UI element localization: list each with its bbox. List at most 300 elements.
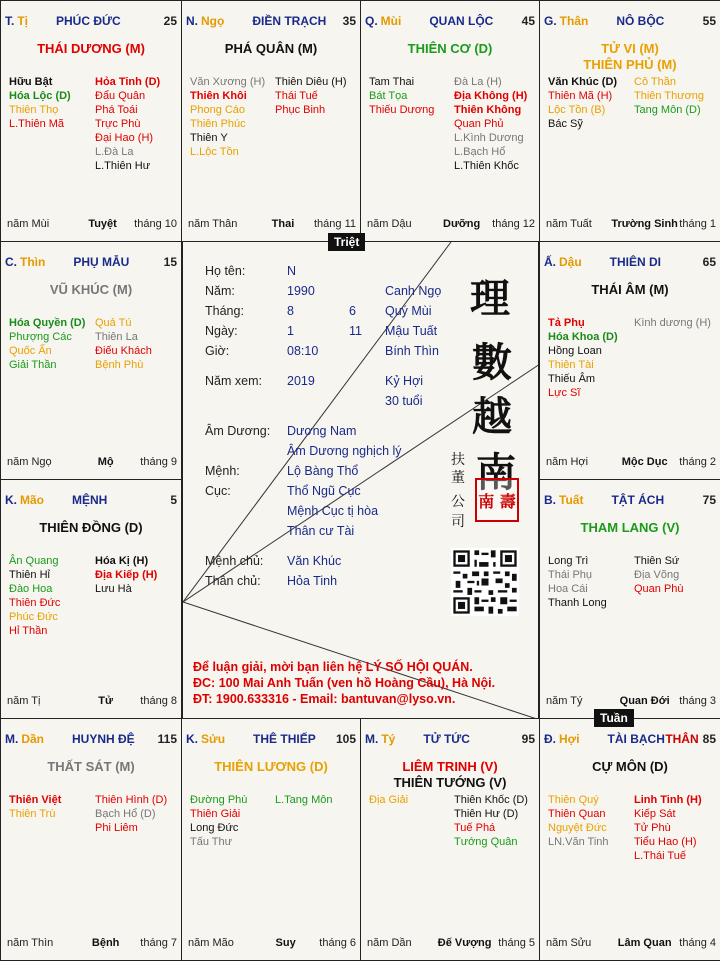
palace-footer [7,217,177,231]
than-chu-label: Thân chủ: [205,574,261,588]
minor-star: Thiên Không [454,104,522,116]
minor-star: Bát Tọa [369,90,408,102]
minor-star: Linh Tinh (H) [634,794,702,806]
minor-star: L.Đà La [95,146,134,158]
minor-star: L.Thiên Hư [95,160,151,172]
cung-name: TÀI BẠCH [607,732,665,746]
dai-han-number: 55 [702,14,716,28]
minor-star: Thiên Khôi [190,90,247,102]
stars-right [454,793,528,849]
minor-star: Bệnh Phù [95,359,144,371]
minor-star: Hữu Bật [9,76,53,88]
than-chu-value: Hỏa Tinh [287,574,338,588]
can-chi [5,732,44,746]
cung-name: HUYNH ĐỆ [72,732,135,746]
main-star: THẤT SÁT (M) [47,759,135,774]
tieu-han-year: năm Tị [7,695,41,707]
ho-ten-row [205,264,296,278]
truong-sinh-phase: Tuyệt [88,218,117,230]
chinh-tinh [1,759,181,775]
palace-header [186,731,356,747]
chi-label: Mão [20,493,44,507]
dai-han-number: 65 [702,255,716,269]
stars-left [190,793,247,849]
minor-star: Thanh Long [548,597,607,609]
palace-header [544,254,716,270]
minor-star: Thiên Phúc [190,118,246,130]
palace-tuat [539,479,720,719]
nguyet-han-month: tháng 8 [140,695,177,707]
ho-ten-value: N [287,264,297,278]
can-chi [186,732,225,746]
minor-star: Phục Binh [275,104,326,116]
palace-footer [546,936,716,950]
minor-star: Tả Phụ [548,317,585,329]
calligraphy-char: 越 [472,393,512,440]
nguyet-han-month: tháng 7 [140,937,177,949]
palace-header [365,731,535,747]
minor-star: Quốc Ấn [9,345,52,357]
truong-sinh-phase: Bệnh [91,937,120,949]
stars-left [548,316,618,400]
thang-label: Tháng: [205,304,244,318]
menh-label: Mệnh: [205,464,240,478]
chinh-tinh [361,759,539,791]
thang-am: 6 [349,304,356,318]
menh-chu-row [205,554,341,568]
minor-star: Đào Hoa [9,583,53,595]
stars-right [95,793,167,835]
chi-label: Tuất [559,493,584,507]
nguyet-han-month: tháng 6 [319,937,356,949]
truong-sinh-phase: Trường Sinh [611,218,678,230]
can-chi [544,732,580,746]
calligraphy-small-char: 公 [451,494,465,510]
minor-star: Thiên Thương [634,90,705,102]
main-star: THIÊN CƠ (D) [407,41,493,56]
minor-star: Thiên Khốc (D) [454,794,528,806]
nguyet-han-month: tháng 5 [498,937,535,949]
palace-header [5,731,177,747]
stars-left [9,75,71,131]
palace-hoi [539,718,720,961]
triet-marker: Triệt [328,233,365,251]
cung-name: ĐIỀN TRẠCH [252,14,327,28]
minor-star: Đẩu Quân [95,90,146,102]
palace-ty [360,718,540,961]
minor-star: Văn Xương (H) [190,76,266,88]
nguyet-han-month: tháng 1 [679,218,716,230]
dai-han-number: 85 [702,732,716,746]
chinh-tinh [1,41,181,57]
calligraphy-small-char: 司 [451,514,465,530]
minor-star: Văn Khúc (D) [548,76,618,88]
can-label: M. [365,732,379,746]
thang-can-chi: Quý Mùi [385,304,432,318]
menh-row [205,464,358,478]
minor-star: Thiên Hình (D) [95,794,168,806]
palace-footer [546,694,716,708]
minor-star: Hỏa Tinh (D) [95,76,161,88]
minor-star: Thiếu Dương [369,104,435,116]
minor-star: Hỉ Thần [9,625,48,637]
minor-star: Kiếp Sát [634,808,676,820]
calligraphy-char: 南 [476,449,516,496]
ngay-label: Ngày: [205,324,238,338]
tieu-han-year: năm Thìn [7,937,54,949]
minor-star: Đại Hao (H) [95,132,154,144]
ngay-am: 11 [349,324,362,338]
chinh-tinh [540,759,720,775]
cung-name: THIÊN DI [609,255,662,269]
minor-star: Thiên Sứ [634,555,680,567]
can-chi [5,14,28,28]
main-star: PHÁ QUÂN (M) [224,41,318,56]
chinh-tinh [540,520,720,536]
nam-xem-value: 2019 [287,374,315,388]
minor-star: Địa Giải [369,794,409,806]
calligraphy-char: 理 [470,275,510,322]
stars-right [634,316,711,330]
minor-star: Thiên Trù [9,808,56,820]
cuc-value: Thổ Ngũ Cục [287,484,361,498]
minor-star: Hóa Lộc (D) [9,90,71,102]
than-chu-row [205,574,337,588]
palace-header [5,492,177,508]
minor-star: L.Thiên Mã [9,118,65,130]
gio-can-chi: Bính Thìn [385,344,439,358]
nguyet-han-month: tháng 10 [134,218,177,230]
minor-star: Giải Thần [9,359,57,371]
stars-right [634,793,702,863]
stars-right [454,75,527,173]
palace-thin [0,241,182,480]
can-chi [365,732,395,746]
minor-star: Thiên La [95,331,138,343]
minor-star: Lực Sĩ [548,387,581,399]
calligraphy-char: 數 [472,339,512,386]
chi-label: Hợi [559,732,580,746]
palace-ngo [181,0,361,242]
main-star: THIÊN TƯỚNG (V) [393,775,507,790]
palace-header [365,13,535,29]
minor-star: Đà La (H) [454,76,502,88]
palace-dan [0,718,182,961]
tieu-han-year: năm Dậu [367,218,412,230]
chi-label: Dần [21,732,45,746]
can-label: K. [186,732,198,746]
minor-star: Tử Phù [634,822,671,834]
chi-label: Tị [17,14,29,28]
palace-footer [367,936,535,950]
minor-star: Thái Tuế [275,90,318,102]
am-duong-row [205,424,356,438]
menh-chu-label: Mệnh chủ: [205,554,264,568]
stars-left [548,554,607,610]
calligraphy-small-char: 扶 [451,452,465,468]
main-star: THIÊN ĐỒNG (D) [39,520,143,535]
minor-star: L.Tang Môn [275,794,333,806]
nguyet-han-month: tháng 3 [679,695,716,707]
minor-star: L.Thiên Khốc [454,160,519,172]
nam-xem-row [205,374,315,388]
am-duong-note: Âm Dương nghịch lý [287,444,402,458]
than-cu: Thân cư Tài [287,524,355,538]
ngay-duong: 1 [287,324,294,338]
palace-header [544,13,716,29]
can-label: K. [5,493,17,507]
palace-dau [539,241,720,480]
am-duong-value: Dương Nam [287,424,357,438]
palace-mao [0,479,182,719]
stars-left [548,75,617,131]
minor-star: Phá Toái [95,104,138,116]
stars-right [95,316,152,372]
minor-star: Long Đức [190,822,239,834]
can-chi [544,493,583,507]
minor-star: Thiếu Âm [548,373,596,385]
ngay-can-chi: Mậu Tuất [385,324,438,338]
cuc-label: Cục: [205,484,231,498]
minor-star: Bạch Hổ (D) [95,808,156,820]
can-label: N. [186,14,198,28]
minor-star: Phúc Đức [9,611,58,623]
dai-han-number: 95 [521,732,535,746]
palace-header [544,492,716,508]
stars-left [9,554,60,638]
menh-chu-value: Văn Khúc [287,554,342,568]
truong-sinh-phase: Mộc Dục [621,456,668,468]
can-label: B. [544,493,556,507]
than-marker: THÂN [665,732,699,746]
chinh-tinh [1,520,181,536]
truong-sinh-phase: Mộ [97,456,114,468]
thang-duong: 8 [287,304,294,318]
stars-left [369,75,434,117]
palace-header [544,731,716,747]
chi-label: Thìn [20,255,46,269]
can-chi [5,255,45,269]
menh-value: Lộ Bàng Thổ [287,464,359,478]
tieu-han-year: năm Tuất [546,218,592,230]
dai-han-number: 105 [335,732,356,746]
minor-star: Quan Phủ [454,118,504,130]
nguyet-han-month: tháng 9 [140,456,177,468]
center-info-panel [182,241,539,719]
tieu-han-year: năm Dần [367,937,412,949]
minor-star: Nguyệt Đức [548,822,607,834]
palace-mui [360,0,540,242]
thang-row [205,304,294,318]
calligraphy-small-char: 董 [451,470,465,486]
stars-right [275,75,347,117]
gio-label: Giờ: [205,344,230,358]
chi-label: Mùi [380,14,402,28]
dai-han-number: 25 [163,14,177,28]
dai-han-number: 115 [157,732,177,746]
main-star: CỰ MÔN (D) [592,759,668,774]
minor-star: Bác Sỹ [548,118,583,130]
stars-left [548,793,609,849]
stars-right [275,793,332,807]
minor-star: Hoa Cái [548,583,588,595]
chinh-tinh [540,41,720,73]
contact-line-1: Để luận giải, mời bạn liên hệ LÝ SỐ HỘI QUÁN. [193,660,473,674]
minor-star: Hóa Khoa (D) [548,331,618,343]
tuoi-value: 30 tuổi [385,394,423,408]
tieu-han-year: năm Mùi [7,218,50,230]
can-label: Đ. [544,732,556,746]
red-seal-stamp: 南 壽 [475,478,519,522]
dai-han-number: 45 [521,14,535,28]
minor-star: Cô Thần [634,76,676,88]
nam-row [205,284,315,298]
palace-footer [546,455,716,469]
minor-star: Thiên Quan [548,808,606,820]
minor-star: Long Trì [548,555,589,567]
minor-star: Thái Phụ [548,569,593,581]
can-chi [5,493,44,507]
stars-left [190,75,265,159]
truong-sinh-phase: Tử [98,695,113,707]
minor-star: L.Bạch Hổ [454,146,506,158]
can-chi [365,14,401,28]
minor-star: Địa Kiếp (H) [95,569,158,581]
minor-star: Địa Võng [634,569,680,581]
can-label: C. [5,255,17,269]
chi-label: Dậu [559,255,582,269]
cuc-row [205,484,361,498]
cung-name: NÔ BỘC [616,14,665,28]
minor-star: Lộc Tồn (B) [548,104,606,116]
minor-star: Lưu Hà [95,583,132,595]
minor-star: Thiên Hỉ [9,569,50,581]
minor-star: Phi Liêm [95,822,138,834]
minor-star: LN.Văn Tinh [548,836,609,848]
gio-value: 08:10 [287,344,319,358]
can-chi [544,14,588,28]
contact-line-2: ĐC: 100 Mai Anh Tuấn (ven hồ Hoàng Cầu), Hà Nội. [193,676,496,690]
main-star: VŨ KHÚC (M) [49,282,133,297]
chinh-tinh [182,759,360,775]
palace-header [5,13,177,29]
cuc-note: Mệnh Cục tị hòa [287,504,379,518]
nguyet-han-month: tháng 2 [679,456,716,468]
dai-han-number: 35 [342,14,356,28]
chi-label: Tý [381,732,396,746]
cung-name: MỆNH [72,493,108,507]
main-star: THAM LANG (V) [580,520,680,535]
palace-footer [188,936,356,950]
truong-sinh-phase: Dưỡng [443,218,481,230]
minor-star: Ân Quang [9,555,59,567]
minor-star: Thiên Thọ [9,104,59,116]
minor-star: Tiểu Hao (H) [634,836,697,848]
stars-left [9,793,61,821]
palace-footer [367,217,535,231]
tieu-han-year: năm Tý [546,695,583,707]
minor-star: Trực Phù [95,118,141,130]
minor-star: Thiên Quý [548,794,599,806]
tieu-han-year: năm Ngọ [7,456,52,468]
can-label: T. [5,14,15,28]
minor-star: Thiên Hư (D) [454,808,519,820]
am-duong-label: Âm Dương: [205,424,271,438]
minor-star: Hóa Quyền (D) [9,317,86,329]
minor-star: L.Thái Tuế [634,850,686,862]
palace-ti [0,0,182,242]
minor-star: Địa Không (H) [454,90,528,102]
minor-star: L.Kình Dương [454,132,524,144]
nam-xem-can-chi: Kỷ Hợi [385,374,424,388]
dai-han-number: 75 [702,493,716,507]
palace-footer [546,217,716,231]
qr-code-icon [451,548,519,616]
cung-name: PHỤ MẪU [73,255,130,269]
minor-star: Thiên Mã (H) [548,90,613,102]
truong-sinh-phase: Quan Đới [619,695,670,707]
cung-name: PHÚC ĐỨC [56,14,121,28]
palace-footer [7,455,177,469]
minor-star: Thiên Y [190,132,228,144]
dai-han-number: 5 [170,493,177,507]
chi-label: Thân [559,14,589,28]
contact-line-3: ĐT: 1900.633316 - Email: bantuvan@lyso.vn. [193,692,456,706]
minor-star: Phượng Các [9,331,72,343]
palace-than [539,0,720,242]
chinh-tinh [361,41,539,57]
can-chi [544,255,582,269]
stars-left [369,793,408,807]
main-star: TỬ VI (M) [601,41,659,56]
stars-right [95,75,160,173]
stars-left [9,316,85,372]
minor-star: Tam Thai [369,76,415,88]
truong-sinh-phase: Thai [271,218,295,230]
tieu-han-year: năm Sửu [546,937,592,949]
chinh-tinh [182,41,360,57]
minor-star: Tang Môn (D) [634,104,701,116]
minor-star: Thiên Việt [9,794,62,806]
tuan-marker: Tuần [594,709,634,727]
cung-name: QUAN LỘC [429,14,494,28]
ngay-row [205,324,294,338]
nam-label: Năm: [205,284,235,298]
minor-star: Thiên Đức [9,597,61,609]
palace-footer [7,694,177,708]
palace-suu [181,718,361,961]
stars-right [634,554,684,596]
minor-star: Tuế Phá [454,822,496,834]
can-label: Q. [365,14,378,28]
cung-name: THÊ THIẾP [253,732,316,746]
main-star: THIÊN LƯƠNG (D) [214,759,328,774]
main-star: THÁI DƯƠNG (M) [37,41,145,56]
truong-sinh-phase: Lâm Quan [617,937,672,949]
stars-right [95,554,157,596]
nam-can-chi: Canh Ngọ [385,284,442,298]
palace-header [5,254,177,270]
tieu-han-year: năm Thân [188,218,238,230]
main-star: THIÊN PHỦ (M) [583,57,677,72]
palace-footer [7,936,177,950]
tieu-han-year: năm Hợi [546,456,589,468]
cung-name: TỬ TỨC [423,732,470,746]
minor-star: Thiên Giải [190,808,241,820]
minor-star: Thiên Tài [548,359,594,371]
tieu-han-year: năm Mão [188,937,234,949]
minor-star: L.Lộc Tồn [190,146,239,158]
